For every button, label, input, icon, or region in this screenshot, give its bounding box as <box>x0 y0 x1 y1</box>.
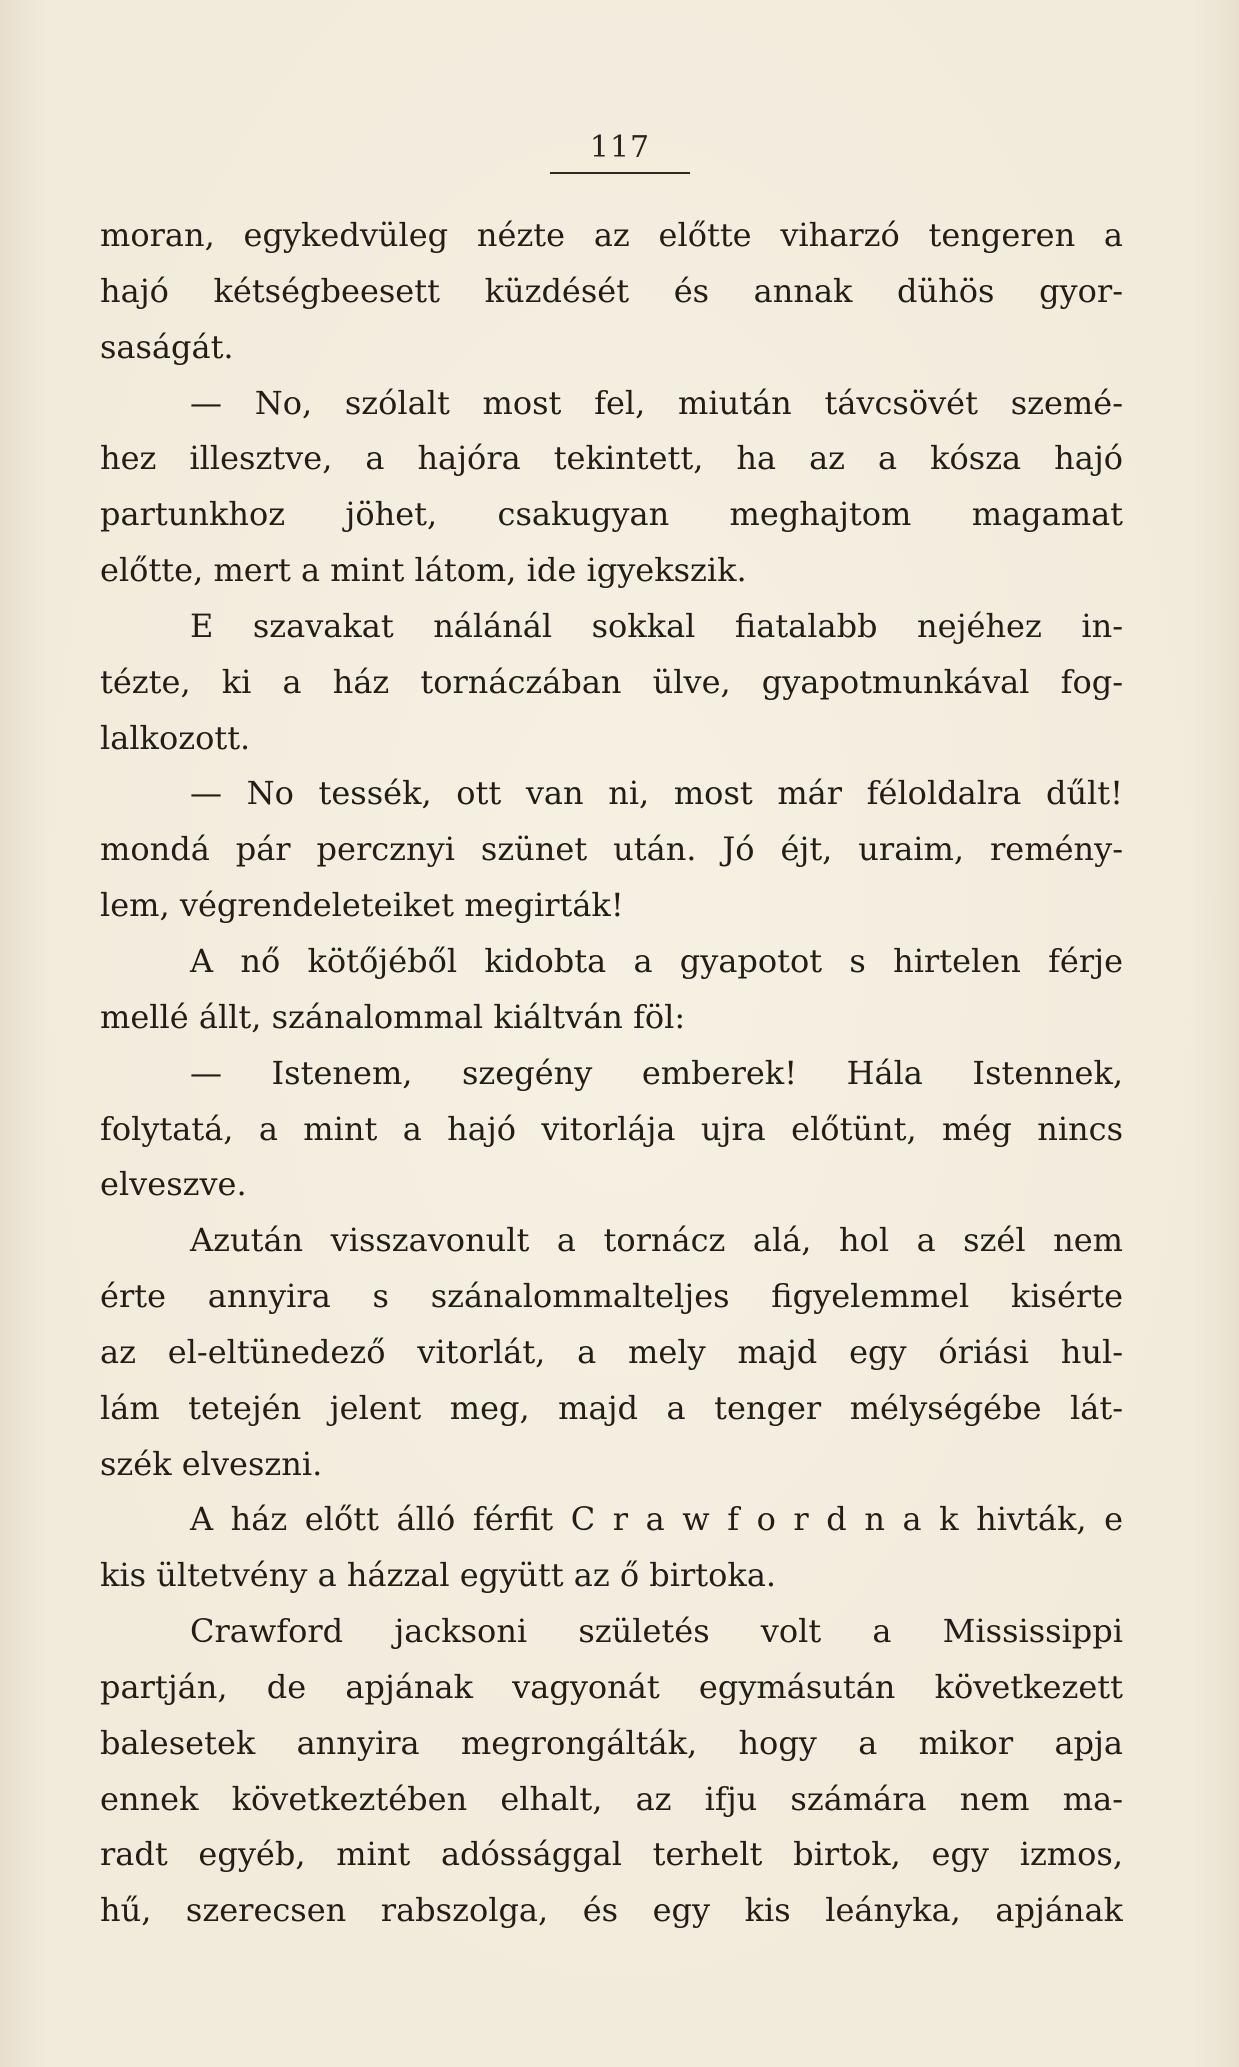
text-line: elveszve. <box>100 1165 247 1204</box>
text-line: partján, de apjának vagyonát egymásután következett <box>100 1667 1123 1706</box>
page-header <box>550 128 690 174</box>
text-line: az el-eltünedező vitorlát, a mely majd egy óriási hul- <box>100 1332 1123 1371</box>
text-line: érte annyira s szánalommalteljes figyelemmel kisérte <box>100 1277 1123 1316</box>
text-line: — No, szólalt most fel, miután távcsövét szemé- <box>190 383 1123 422</box>
text-line: ennek következtében elhalt, az ifju számára nem ma- <box>100 1779 1123 1818</box>
text-line: E szavakat nálánál sokkal fiatalabb nejéhez in- <box>190 606 1123 645</box>
text-line: radt egyéb, mint adóssággal terhelt birtok, egy izmos, <box>100 1835 1123 1874</box>
text-line: A ház előtt álló férfit C r a w f o r d n a k hivták, e <box>190 1500 1123 1539</box>
text-line: lem, végrendeleteiket megirták! <box>100 886 624 925</box>
text-line: folytatá, a mint a hajó vitorlája ujra előtünt, még nincs <box>100 1109 1123 1148</box>
text-line: előtte, mert a mint látom, ide igyekszik. <box>100 551 747 590</box>
text-line: lám tetején jelent meg, majd a tenger mélységébe lát- <box>100 1388 1123 1427</box>
text-line: partunkhoz jöhet, csakugyan meghajtom magamat <box>100 495 1123 534</box>
text-line: mellé állt, szánalommal kiáltván föl: <box>100 997 686 1036</box>
text-line: tézte, ki a ház tornáczában ülve, gyapotmunkával fog- <box>100 662 1123 701</box>
text-line: — Istenem, szegény emberek! Hála Istennek, <box>190 1053 1123 1092</box>
text-line: saságát. <box>100 327 234 366</box>
text-line: hű, szerecsen rabszolga, és egy kis leányka, apjának <box>100 1891 1123 1930</box>
text-line: kis ültetvény a házzal együtt az ő birtoka. <box>100 1556 777 1595</box>
text-line: mondá pár percznyi szünet után. Jó éjt, uraim, remény- <box>100 830 1123 869</box>
text-line: lalkozott. <box>100 718 251 757</box>
text-line: szék elveszni. <box>100 1444 323 1483</box>
text-line: A nő kötőjéből kidobta a gyapotot s hirtelen férje <box>190 941 1123 980</box>
body-text <box>100 208 1123 1939</box>
text-line: Crawford jacksoni születés volt a Mississippi <box>190 1612 1123 1651</box>
text-line: hez illesztve, a hajóra tekintett, ha az a kósza hajó <box>100 439 1123 478</box>
text-line: — No tessék, ott van ni, most már féloldalra dűlt! <box>190 774 1123 813</box>
page-number: 117 <box>589 130 651 165</box>
text-line: balesetek annyira megrongálták, hogy a mikor apja <box>100 1723 1123 1762</box>
text-line: moran, egykedvüleg nézte az előtte viharzó tengeren a <box>100 216 1123 254</box>
text-line: hajó kétségbeesett küzdését és annak dühös gyor- <box>100 271 1123 310</box>
text-line: Azután visszavonult a tornácz alá, hol a szél nem <box>190 1221 1123 1260</box>
header-rule <box>550 172 690 174</box>
